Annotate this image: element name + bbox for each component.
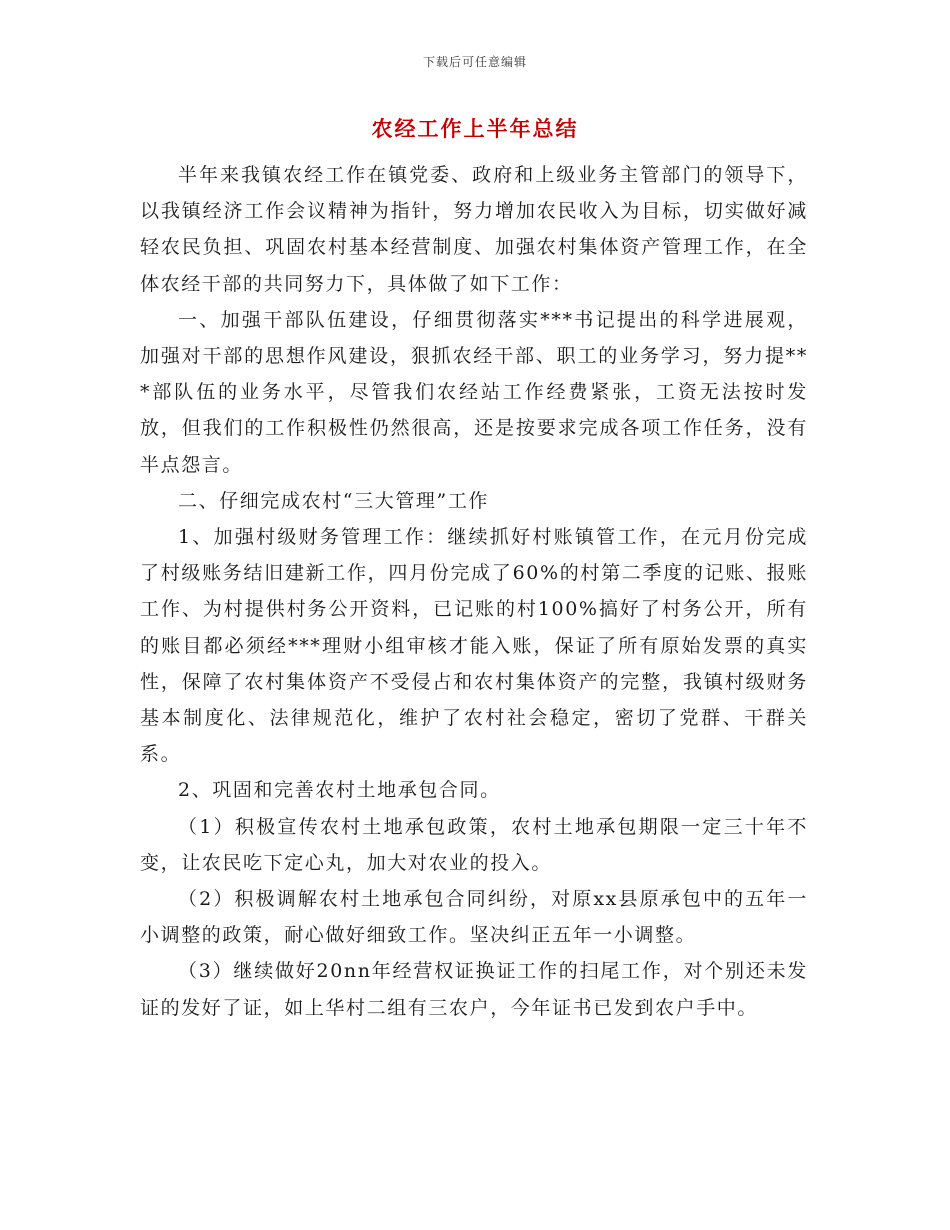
document-title: 农经工作上半年总结 xyxy=(371,117,579,141)
paragraph-subitem-2: （2）积极调解农村土地承包合同纠纷，对原xx县原承包中的五年一小调整的政策，耐心做好细致工作。坚决纠正五年一小调整。 xyxy=(140,888,808,947)
header-note: 下载后可任意编辑 xyxy=(422,55,527,69)
paragraph-subitem-3: （3）继续做好20nn年经营权证换证工作的扫尾工作，对个别还未发证的发好了证，如上华村二组有三农户，今年证书已发到农户手中。 xyxy=(140,960,808,1019)
paragraph-intro: 半年来我镇农经工作在镇党委、政府和上级业务主管部门的领导下，以我镇经济工作会议精神为指针，努力增加农民收入为目标，切实做好减轻农民负担、巩固农村基本经营制度、加强农村集体资产管理工作，在全体农经干部的共同努力下，具体做了如下工作： xyxy=(140,164,808,295)
paragraph-section-1: 一、加强干部队伍建设，仔细贯彻落实***书记提出的科学进展观，加强对干部的思想作风建设，狠抓农经干部、职工的业务学习，努力提***部队伍的业务水平，尽管我们农经站工作经费紧张，工资无法按时发放，但我们的工作积极性仍然很高，还是按要求完成各项工作任务，没有半点怨言。 xyxy=(140,308,808,476)
paragraph-item-1: 1、加强村级财务管理工作：继续抓好村账镇管工作，在元月份完成了村级账务结旧建新工作，四月份完成了60%的村第二季度的记账、报账工作、为村提供村务公开资料，已记账的村100%搞好了村务公开，所有的账目都必须经***理财小组审核才能入账，保证了所有原始发票的真实性，保障了农村集体资产不受侵占和农村集体资产的完整，我镇村级财务基本制度化、法律规范化，维护了农村社会稳定，密切了党群、干群关系。 xyxy=(140,526,808,766)
paragraph-section-2-heading: 二、仔细完成农村“三大管理”工作 xyxy=(178,489,490,512)
paragraph-item-2: 2、巩固和完善农村土地承包合同。 xyxy=(178,779,501,802)
paragraph-subitem-1: （1）积极宣传农村土地承包政策，农村土地承包期限一定三十年不变，让农民吃下定心丸，加大对农业的投入。 xyxy=(140,815,808,874)
document-body xyxy=(140,157,808,1026)
